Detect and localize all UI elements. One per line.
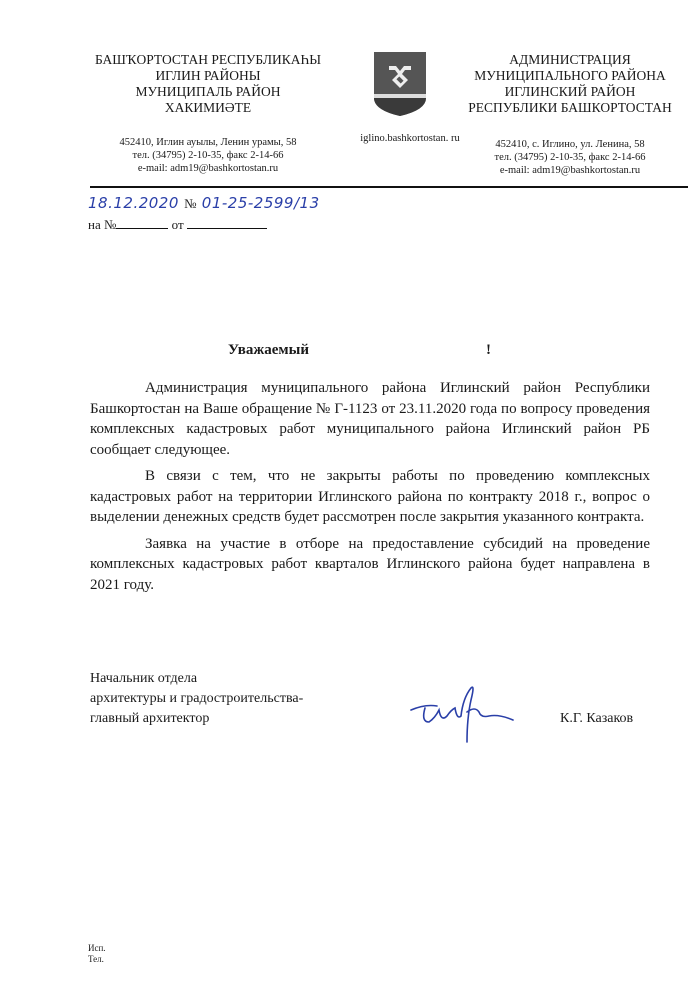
reply-to-label: на №	[88, 217, 117, 232]
paragraph: Администрация муниципального района Иглинский район Республики Башкортостан на Ваше обращение № Г-1123 от 23.11.2020 года по вопросу проведения комплексных кадастровых работ муниципального района Иглинский район РБ сообщает следующее.	[90, 380, 650, 458]
letterhead-right	[455, 52, 685, 177]
paragraph: Заявка на участие в отборе на предоставление субсидий на проведение комплексных кадастровых работ кварталов Иглинского района будет направлена в 2021 году.	[90, 535, 650, 593]
paragraph: В связи с тем, что не закрыты работы по проведению комплексных кадастровых работ на территории Иглинского района по контракту 2018 г., вопрос о выделении денежных средств будет рассмотрен после закрытия указанного контракта.	[90, 468, 650, 525]
reply-reference-line	[88, 216, 267, 233]
handwritten-signature-icon	[405, 678, 525, 748]
position-line: Начальник отдела	[90, 671, 198, 686]
reply-number-blank	[116, 216, 168, 229]
letterhead-left-line: МУНИЦИПАЛЬ РАЙОН	[135, 84, 281, 99]
signatory-name: К.Г. Казаков	[560, 711, 634, 726]
salutation: Уважаемый	[228, 342, 309, 358]
letterhead-right-line: ИГЛИНСКИЙ РАЙОН	[504, 84, 636, 99]
handwritten-number: 01-25-2599/13	[201, 194, 320, 212]
email: e-mail: adm19@bashkortostan.ru	[499, 165, 641, 176]
address: 452410, с. Иглино, ул. Ленина, 58	[495, 139, 645, 150]
phone: тел. (34795) 2-10-35, факс 2-14-66	[132, 150, 284, 161]
from-label: от	[171, 217, 184, 232]
footer	[88, 943, 106, 965]
letterhead-left	[88, 52, 328, 175]
position-line: главный архитектор	[90, 711, 210, 726]
letterhead-right-contacts	[455, 138, 685, 177]
website: iglino.bashkortostan. ru	[360, 133, 460, 144]
address: 452410, Иглин ауылы, Ленин урамы, 58	[119, 137, 297, 148]
letterhead-left-line: БАШҠОРТОСТАН РЕСПУБЛИКАҺЫ	[94, 52, 322, 67]
signatory-position	[90, 669, 303, 729]
phone-label: Тел.	[88, 954, 104, 964]
letterhead-left-line: ХАКИМИӘТЕ	[164, 100, 252, 115]
position-line: архитектуры и градостроительства-	[90, 691, 304, 706]
letterhead-right-line: РЕСПУБЛИКИ БАШКОРТОСТАН	[468, 100, 672, 115]
registration-line	[88, 194, 320, 212]
coat-of-arms-icon	[372, 50, 428, 120]
handwritten-date: 18.12.2020	[88, 194, 179, 212]
reply-date-blank	[187, 216, 267, 229]
header-divider	[90, 186, 688, 188]
letterhead-right-line: АДМИНИСТРАЦИЯ	[509, 52, 631, 67]
letterhead-right-line: МУНИЦИПАЛЬНОГО РАЙОНА	[474, 68, 666, 83]
letter-body	[90, 378, 650, 601]
salutation-exclamation: !	[486, 342, 491, 358]
letterhead-left-contacts	[88, 136, 328, 175]
number-sign: №	[184, 196, 197, 211]
email: e-mail: adm19@bashkortostan.ru	[137, 163, 279, 174]
phone: тел. (34795) 2-10-35, факс 2-14-66	[494, 152, 646, 163]
executor-label: Исп.	[88, 943, 106, 953]
letterhead-left-line: ИГЛИН РАЙОНЫ	[155, 68, 261, 83]
